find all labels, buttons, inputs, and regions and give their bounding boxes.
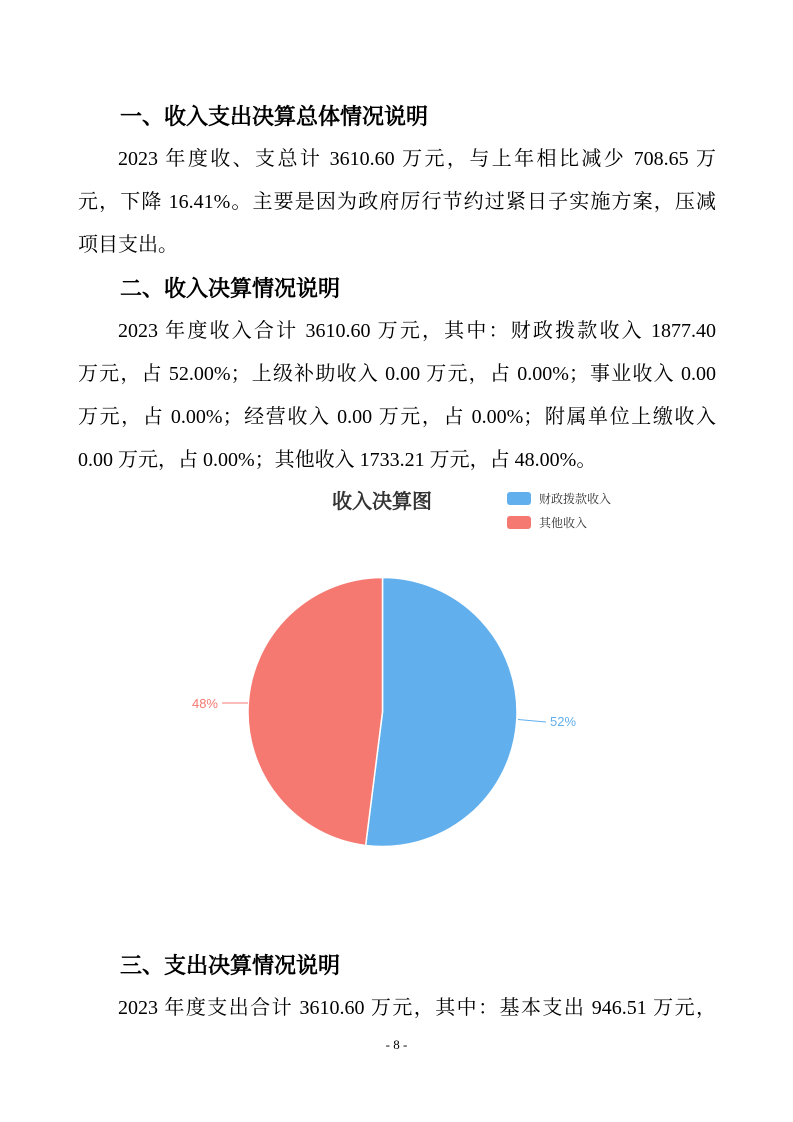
chart-title: 收入决算图 [332,491,432,513]
pie-slice-other-income [248,578,383,846]
section-heading-overall: 一、收入支出决算总体情况说明 [120,104,429,129]
page-number: - 8 - [385,1037,408,1052]
legend-label: 其他收入 [539,515,588,530]
pie-chart-canvas [78,482,716,944]
body-line: 万元，占 52.00%；上级补助收入 0.00 万元，占 0.00%；事业收入 0.00 [78,363,716,385]
body-line: 万元，占 0.00%；经营收入 0.00 万元，占 0.00%；附属单位上缴收入 [78,406,716,428]
pie-slice-fiscal-appropriation [366,578,517,847]
body-line: 0.00 万元，占 0.00%；其他收入 1733.21 万元，占 48.00%。 [78,449,597,471]
body-line: 2023 年度收、支总计 3610.60 万元，与上年相比减少 708.65 万 [118,148,716,170]
body-line: 项目支出。 [78,234,178,256]
paragraph-income [78,310,716,482]
pie-label-other-income: 48% [191,696,218,711]
paragraph-expenditure [78,987,716,1030]
body-line: 2023 年度支出合计 3610.60 万元，其中：基本支出 946.51 万元， [118,997,716,1019]
section-heading-income: 二、收入决算情况说明 [120,276,341,301]
body-line: 2023 年度收入合计 3610.60 万元，其中：财政拨款收入 1877.40 [118,320,716,342]
paragraph-overall [78,138,716,267]
leader-line-fiscal-appropriation [518,720,546,723]
body-line: 元，下降 16.41%。主要是因为政府厉行节约过紧日子实施方案，压减 [78,191,716,213]
legend-label: 财政拨款收入 [539,491,612,506]
income-pie-chart [78,482,716,944]
pie-label-fiscal-appropriation: 52% [550,714,577,729]
section-heading-expenditure: 三、支出决算情况说明 [120,953,341,978]
